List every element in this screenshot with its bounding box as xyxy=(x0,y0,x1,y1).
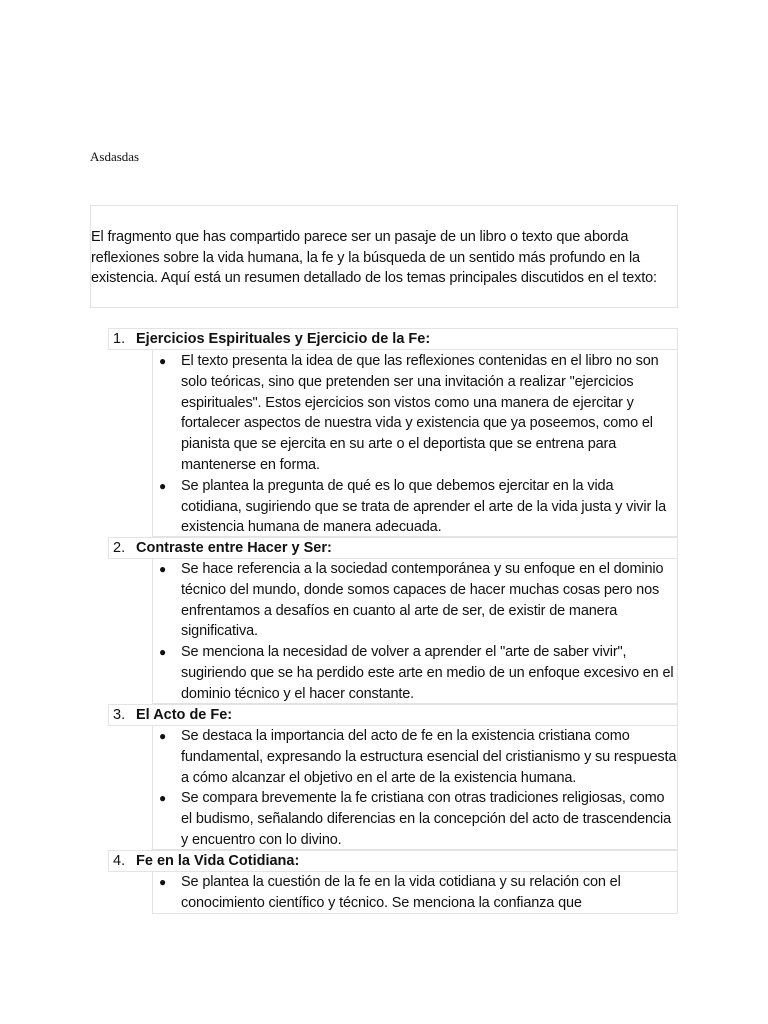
bullet-text: El texto presenta la idea de que las reflexiones contenidas en el libro no son solo teóricas, sino que pretenden ser una invitación a realizar "ejercicios espirituales". Estos ejercicios son vistos como una manera de ejercitar y fortalecer aspectos de nuestra vida y existencia que ya poseemos, como el pianista que se ejercita en su arte o el deportista que se entrena para mantenerse en forma. xyxy=(181,353,659,473)
bullet-text: Se plantea la cuestión de la fe en la vida cotidiana y su relación con el conocimiento científico y técnico. Se menciona la confianza que xyxy=(181,874,621,911)
list-item xyxy=(153,559,677,642)
bullet-text: Se destaca la importancia del acto de fe en la existencia cristiana como fundamental, expresando la estructura esencial del cristianismo y su respuesta a cómo alcanzar el objetivo en el arte de la existencia humana. xyxy=(181,728,677,786)
section-heading-text: Contraste entre Hacer y Ser: xyxy=(136,540,332,556)
section-number: 2. xyxy=(113,540,126,556)
bullet-dot-icon: ● xyxy=(159,791,167,806)
bullet-dot-icon: ● xyxy=(159,729,167,743)
section-heading-text: El Acto de Fe: xyxy=(136,707,233,723)
document-title: Asdasdas xyxy=(90,149,140,164)
section-heading-1 xyxy=(108,328,678,350)
list-item xyxy=(153,351,677,476)
list-item xyxy=(153,642,677,704)
bullet-text: Se menciona la necesidad de volver a aprender el "arte de saber vivir", sugiriendo que se ha perdido este arte en medio de un enfoque excesivo en el dominio técnico y el hacer constante. xyxy=(181,644,674,702)
section-heading-text: Fe en la Vida Cotidiana: xyxy=(136,853,300,869)
bullet-text: Se compara brevemente la fe cristiana con otras tradiciones religiosas, como el budismo, señalando diferencias en la concepción del acto de trascendencia y encuentro con lo divino. xyxy=(181,790,671,848)
bullet-dot-icon: ● xyxy=(159,562,167,576)
list-item xyxy=(153,476,677,538)
section-heading-text: Ejercicios Espirituales y Ejercicio de la Fe: xyxy=(136,331,431,347)
section-heading-3 xyxy=(108,704,678,726)
section-heading-2 xyxy=(108,537,678,559)
bullet-dot-icon: ● xyxy=(159,478,167,493)
section-bullets-1 xyxy=(152,350,678,537)
section-bullets-3 xyxy=(152,726,678,850)
section-number: 4. xyxy=(113,853,126,869)
bullet-text: Se hace referencia a la sociedad contemporánea y su enfoque en el dominio técnico del mundo, donde somos capaces de hacer muchas cosas pero nos enfrentamos a desafíos en cuanto al arte de ser, de existir de manera significativa. xyxy=(181,561,664,640)
intro-paragraph-box xyxy=(90,205,678,308)
section-bullets-4 xyxy=(152,872,678,914)
bullet-dot-icon: ● xyxy=(159,645,167,660)
section-heading-4 xyxy=(108,850,678,872)
bullet-text: Se plantea la pregunta de qué es lo que debemos ejercitar en la vida cotidiana, sugiriendo que se trata de aprender el arte de la vida justa y vivir la existencia humana de manera adecuada. xyxy=(181,477,667,536)
intro-paragraph: El fragmento que has compartido parece ser un pasaje de un libro o texto que aborda reflexiones sobre la vida humana, la fe y la búsqueda de un sentido más profundo en la existencia. Aquí está un resumen detallado de los temas principales discutidos en el texto: xyxy=(91,229,657,287)
section-number: 1. xyxy=(113,331,126,347)
list-item xyxy=(153,726,677,788)
bullet-dot-icon: ● xyxy=(159,875,167,889)
list-item xyxy=(153,872,677,914)
section-number: 3. xyxy=(113,707,126,723)
bullet-dot-icon: ● xyxy=(159,354,167,368)
section-bullets-2 xyxy=(152,559,678,704)
list-item xyxy=(153,788,677,850)
